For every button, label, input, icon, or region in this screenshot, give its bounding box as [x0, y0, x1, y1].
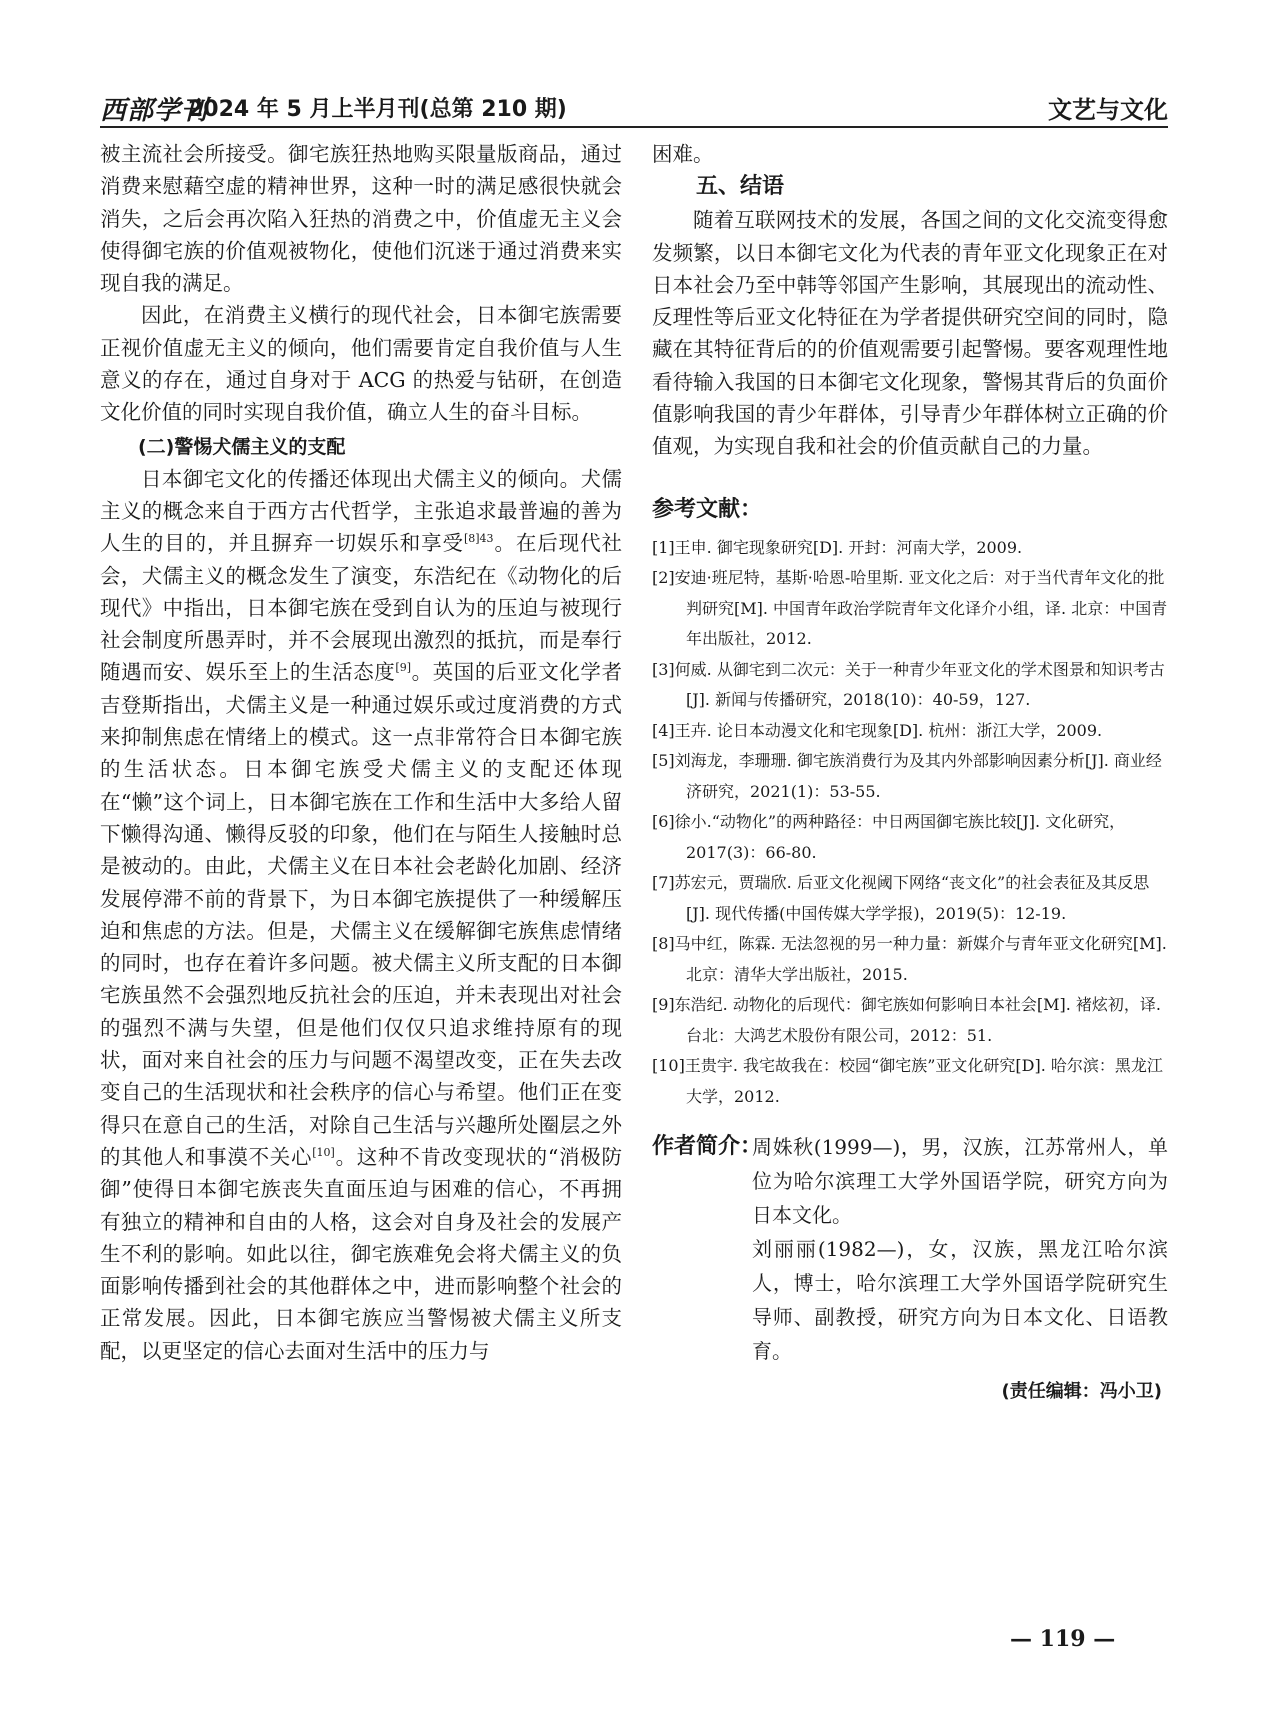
author-bio-label: 作者简介： — [652, 1134, 763, 1160]
reference-item: [2]安迪·班尼特，基斯·哈恩-哈里斯. 亚文化之后：对于当代青年文化的批判研究[M]. 中国青年政治学院青年文化译介小组，译. 北京：中国青年出版社，2012. — [652, 568, 1168, 649]
reference-item: [6]徐小.“动物化”的两种路径：中日两国御宅族比较[J]. 文化研究，2017(3)：66-80. — [652, 812, 1126, 862]
author-bio — [652, 1130, 1168, 1368]
text-run: 。在后现代社会，犬儒主义的概念发生了演变，东浩纪在《动物化的后现代》中指出，日本御宅族在受到自认为的压迫与被现行社会制度所愚弄时，并不会展现出激烈的抵抗，而是奉行随遇而安、娱乐至上的生活态度 — [100, 531, 623, 685]
left-column — [100, 138, 622, 1367]
citation-mark: [10] — [312, 1146, 335, 1160]
citation-mark: [9] — [395, 661, 411, 675]
reference-item: [8]马中红，陈霖. 无法忽视的另一种力量：新媒介与青年亚文化研究[M]. 北京：清华大学出版社，2015. — [652, 934, 1167, 984]
text-run: 。这种不肯改变现状的“消极防御”使得日本御宅族丧失直面压迫与困难的信心，不再拥有独立的精神和自由的人格，这会对自身及社会的发展产生不利的影响。如此以往，御宅族难免会将犬儒主义的负面影响传播到社会的其他群体之中，进而影响整个社会的正常发展。因此，日本御宅族应当警惕被犬儒主义所支配，以更坚定的信心去面对生活中的压力与 — [100, 1144, 623, 1363]
text-run: 日本御宅文化的传播还体现出犬儒主义的倾向。犬儒主义的概念来自于西方古代哲学，主张追求最普遍的善为人生的目的，并且摒弃一切娱乐和享受 — [100, 466, 622, 556]
reference-item: [7]苏宏元，贾瑞欣. 后亚文化视阈下网络“丧文化”的社会表征及其反思[J]. 现代传播(中国传媒大学学报)，2019(5)：12-19. — [652, 873, 1150, 923]
references-list — [652, 533, 1168, 1113]
paragraph: 困难。 — [652, 142, 714, 166]
paragraph — [100, 463, 622, 1367]
section-heading: 五、结语 — [696, 174, 785, 200]
author-bio-text: 周姝秋(1999—)，男，汉族，江苏常州人，单位为哈尔滨理工大学外国语学院，研究方向为日本文化。 — [752, 1135, 1168, 1228]
page-header — [100, 86, 1168, 128]
author-bio-text: 刘丽丽(1982—)，女，汉族，黑龙江哈尔滨人，博士，哈尔滨理工大学外国语学院研究生导师、副教授，研究方向为日本文化、日语教育。 — [752, 1237, 1168, 1364]
section-name: 文艺与文化 — [1048, 96, 1168, 124]
citation-mark: [8]43 — [463, 532, 494, 546]
section-subheading: (二)警惕犬儒主义的支配 — [138, 435, 346, 458]
reference-item: [5]刘海龙，李珊珊. 御宅族消费行为及其内外部影响因素分析[J]. 商业经济研究，2021(1)：53-55. — [652, 751, 1162, 801]
reference-item: [10]王贵宇. 我宅故我在：校园“御宅族”亚文化研究[D]. 哈尔滨：黑龙江大学，2012. — [652, 1056, 1163, 1106]
responsible-editor: (责任编辑：冯小卫) — [1001, 1381, 1162, 1403]
reference-item: [1]王申. 御宅现象研究[D]. 开封：河南大学，2009. — [652, 537, 1023, 557]
text-run: 。英国的后亚文化学者吉登斯指出，犬儒主义是一种通过娱乐或过度消费的方式来抑制焦虑在情绪上的模式。这一点非常符合日本御宅族的生活状态。日本御宅族受犬儒主义的支配还体现在“懒”这个词上，日本御宅族在工作和生活中大多给人留下懒得沟通、懒得反驳的印象，他们在与陌生人接触时总是被动的。由此，犬儒主义在日本社会老龄化加剧、经济发展停滞不前的背景下，为日本御宅族提供了一种缓解压迫和焦虑的方法。但是，犬儒主义在缓解御宅族焦虑情绪的同时，也存在着许多问题。被犬儒主义所支配的日本御宅族虽然不会强烈地反抗社会的压迫，并未表现出对社会的强烈不满与失望，但是他们仅仅只追求维持原有的现状，面对来自社会的压力与问题不渴望改变，正在失去改变自己的生活现状和社会秩序的信心与希望。他们正在变得只在意自己的生活，对除自己生活与兴趣所处圈层之外的其他人和事漠不关心 — [100, 660, 623, 1169]
reference-item: [4]王卉. 论日本动漫文化和宅现象[D]. 杭州：浙江大学，2009. — [652, 720, 1103, 740]
paragraph: 被主流社会所接受。御宅族狂热地购买限量版商品，通过消费来慰藉空虚的精神世界，这种一时的满足感很快就会消失，之后会再次陷入狂热的消费之中，价值虚无主义会使得御宅族的价值观被物化，使他们沉迷于通过消费来实现自我的满足。 — [100, 142, 622, 296]
right-column — [652, 138, 1168, 1408]
reference-item: [9]东浩纪. 动物化的后现代：御宅族如何影响日本社会[M]. 褚炫初，译. 台北：大鸿艺术股份有限公司，2012：51. — [652, 995, 1161, 1045]
journal-logo: 西部学刊 — [100, 96, 209, 126]
reference-item: [3]何威. 从御宅到二次元：关于一种青少年亚文化的学术图景和知识考古[J]. 新闻与传播研究，2018(10)：40-59，127. — [652, 659, 1165, 710]
issue-info: 2024 年 5 月上半月刊(总第 210 期) — [188, 97, 567, 122]
references-heading: 参考文献： — [652, 496, 763, 522]
page-number: — 119 — — [1010, 1626, 1116, 1652]
paragraph: 随着互联网技术的发展，各国之间的文化交流变得愈发频繁，以日本御宅文化为代表的青年亚文化现象正在对日本社会乃至中韩等邻国产生影响，其展现出的流动性、反理性等后亚文化特征在为学者提供研究空间的同时，隐藏在其特征背后的的价值观需要引起警惕。要客观理性地看待输入我国的日本御宅文化现象，警惕其背后的负面价值影响我国的青少年群体，引导青少年群体树立正确的价值观，为实现自我和社会的价值贡献自己的力量。 — [652, 208, 1168, 459]
paragraph: 因此，在消费主义横行的现代社会，日本御宅族需要正视价值虚无主义的倾向，他们需要肯定自我价值与人生意义的存在，通过自身对于 ACG 的热爱与钻研，在创造文化价值的同时实现自我价值，确立人生的奋斗目标。 — [100, 303, 622, 425]
